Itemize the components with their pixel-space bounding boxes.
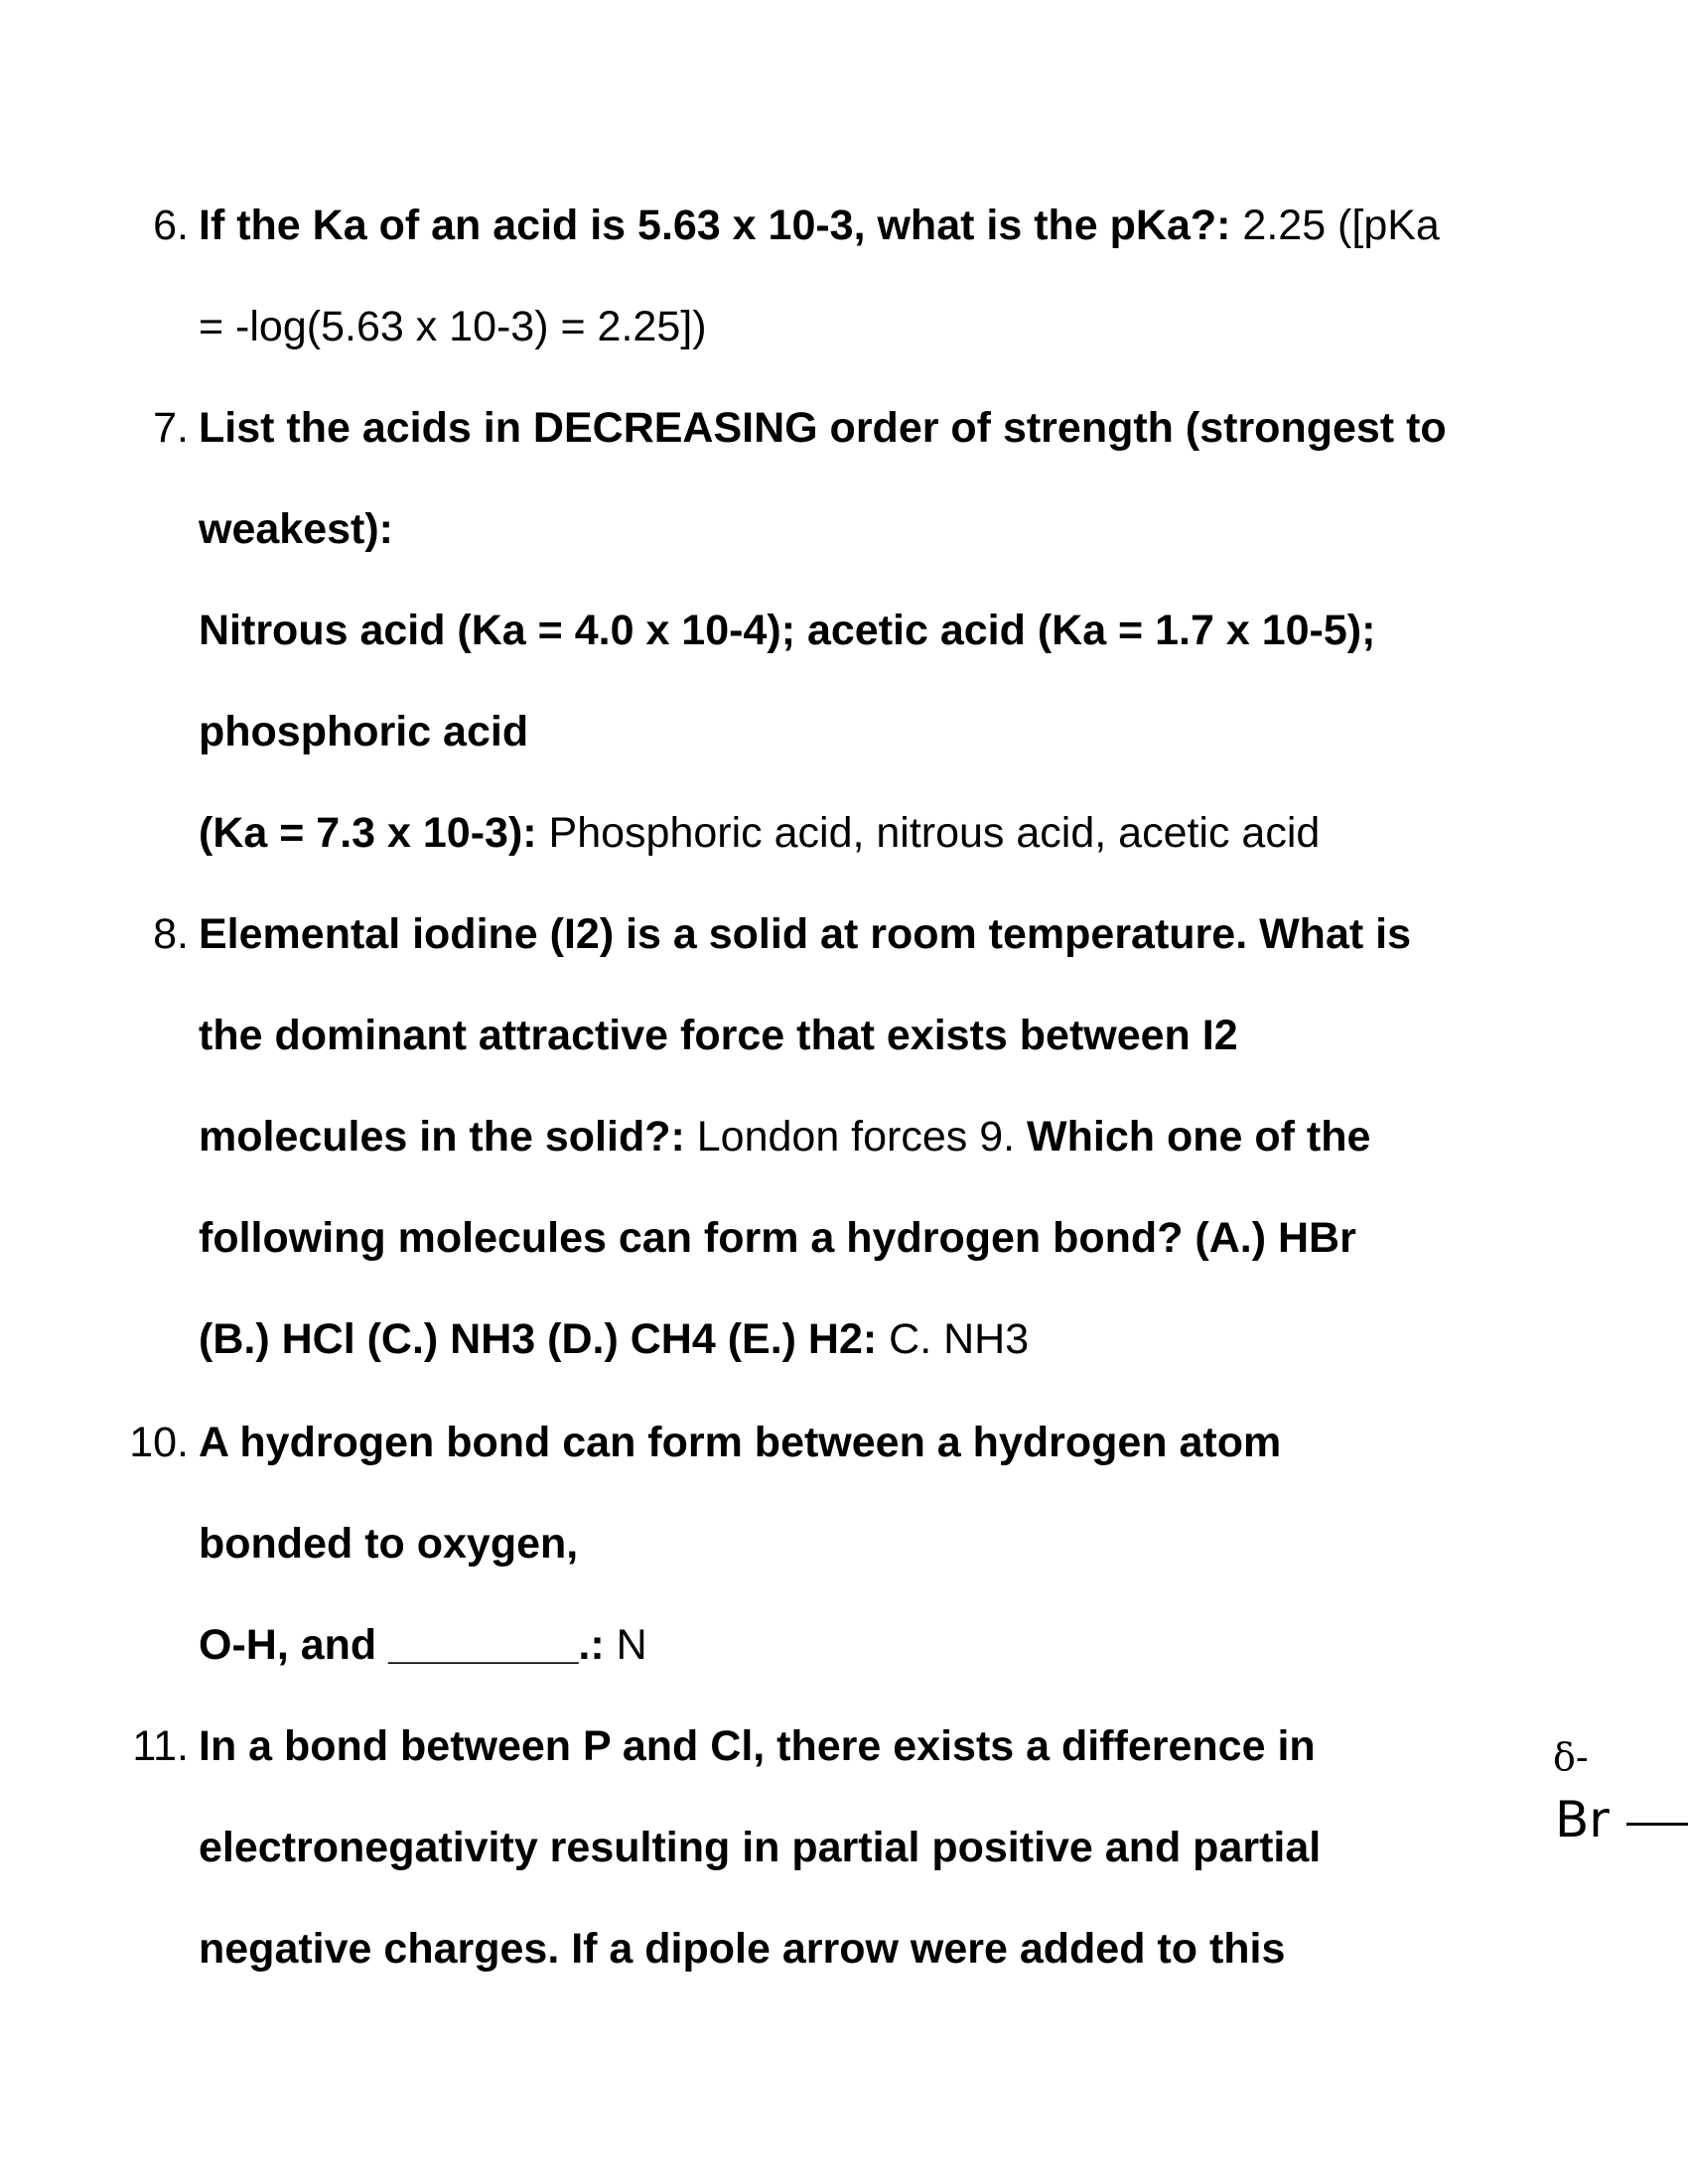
question-text: If the Ka of an acid is 5.63 x 10-3, what is the pKa?: xyxy=(199,202,1231,249)
question-number: 8. xyxy=(153,910,189,958)
question-8 xyxy=(153,884,1529,1390)
question-text: negative charges. If a dipole arrow were added to this xyxy=(199,1925,1286,1973)
question-text: Elemental iodine (I2) is a solid at room temperature. What is xyxy=(199,910,1411,958)
question-number: 11. xyxy=(132,1722,189,1770)
question-line xyxy=(199,1594,1529,1696)
answer-text: London forces 9. xyxy=(684,1113,1028,1160)
answer-text: Phosphoric acid, nitrous acid, acetic acid xyxy=(536,809,1321,857)
question-9-text: following molecules can form a hydrogen bond? (A.) HBr xyxy=(199,1214,1356,1262)
question-line xyxy=(199,681,1529,782)
question-text: weakest): xyxy=(199,505,393,553)
answer-text: 2.25 ([pKa xyxy=(1230,202,1440,249)
question-text: (Ka = 7.3 x 10-3): xyxy=(199,809,537,857)
question-text: List the acids in DECREASING order of strength (strongest to xyxy=(199,404,1447,452)
question-line xyxy=(199,1797,1529,1898)
question-text: In a bond between P and Cl, there exists a difference in xyxy=(199,1722,1316,1770)
question-text: O-H, and ________.: xyxy=(199,1621,605,1669)
answer-line: = -log(5.63 x 10-3) = 2.25]) xyxy=(199,303,707,350)
question-line xyxy=(199,1187,1529,1289)
answer-text: C. NH3 xyxy=(877,1315,1030,1363)
question-text: bonded to oxygen, xyxy=(199,1520,579,1568)
question-number: 6. xyxy=(153,202,189,249)
question-line xyxy=(199,1493,1529,1594)
question-line xyxy=(199,175,1529,276)
question-line xyxy=(199,1696,1529,1797)
question-line xyxy=(199,1392,1529,1493)
question-line xyxy=(199,884,1529,985)
question-7 xyxy=(153,377,1529,884)
question-number: 7. xyxy=(153,404,189,452)
question-9-text: Which one of the xyxy=(1027,1113,1371,1160)
question-text: electronegativity resulting in partial positive and partial xyxy=(199,1824,1322,1871)
question-text: Nitrous acid (Ka = 4.0 x 10-4); acetic acid (Ka = 1.7 x 10-5); xyxy=(199,607,1376,654)
question-line xyxy=(199,478,1529,580)
question-number: 10. xyxy=(129,1419,189,1466)
question-9-text: (B.) HCl (C.) NH3 (D.) CH4 (E.) H2: xyxy=(199,1315,878,1363)
question-line xyxy=(199,1289,1529,1390)
question-line xyxy=(199,782,1529,884)
question-line xyxy=(199,1898,1529,1999)
question-text: phosphoric acid xyxy=(199,708,529,755)
bond-line xyxy=(1626,1823,1688,1826)
question-11 xyxy=(132,1696,1529,1999)
bromine-atom-label: Br xyxy=(1555,1791,1610,1848)
question-6 xyxy=(153,175,1529,377)
answer-text: N xyxy=(604,1621,647,1669)
question-line xyxy=(199,985,1529,1086)
partial-negative-label: δ- xyxy=(1553,1735,1589,1779)
question-text: molecules in the solid?: xyxy=(199,1113,685,1160)
question-line xyxy=(199,377,1529,478)
question-text: A hydrogen bond can form between a hydrogen atom xyxy=(199,1419,1282,1466)
question-10 xyxy=(129,1392,1529,1696)
question-text: the dominant attractive force that exists between I2 xyxy=(199,1012,1238,1059)
dipole-figure xyxy=(1549,1735,1688,1894)
question-line xyxy=(199,1086,1529,1187)
question-line xyxy=(199,580,1529,681)
